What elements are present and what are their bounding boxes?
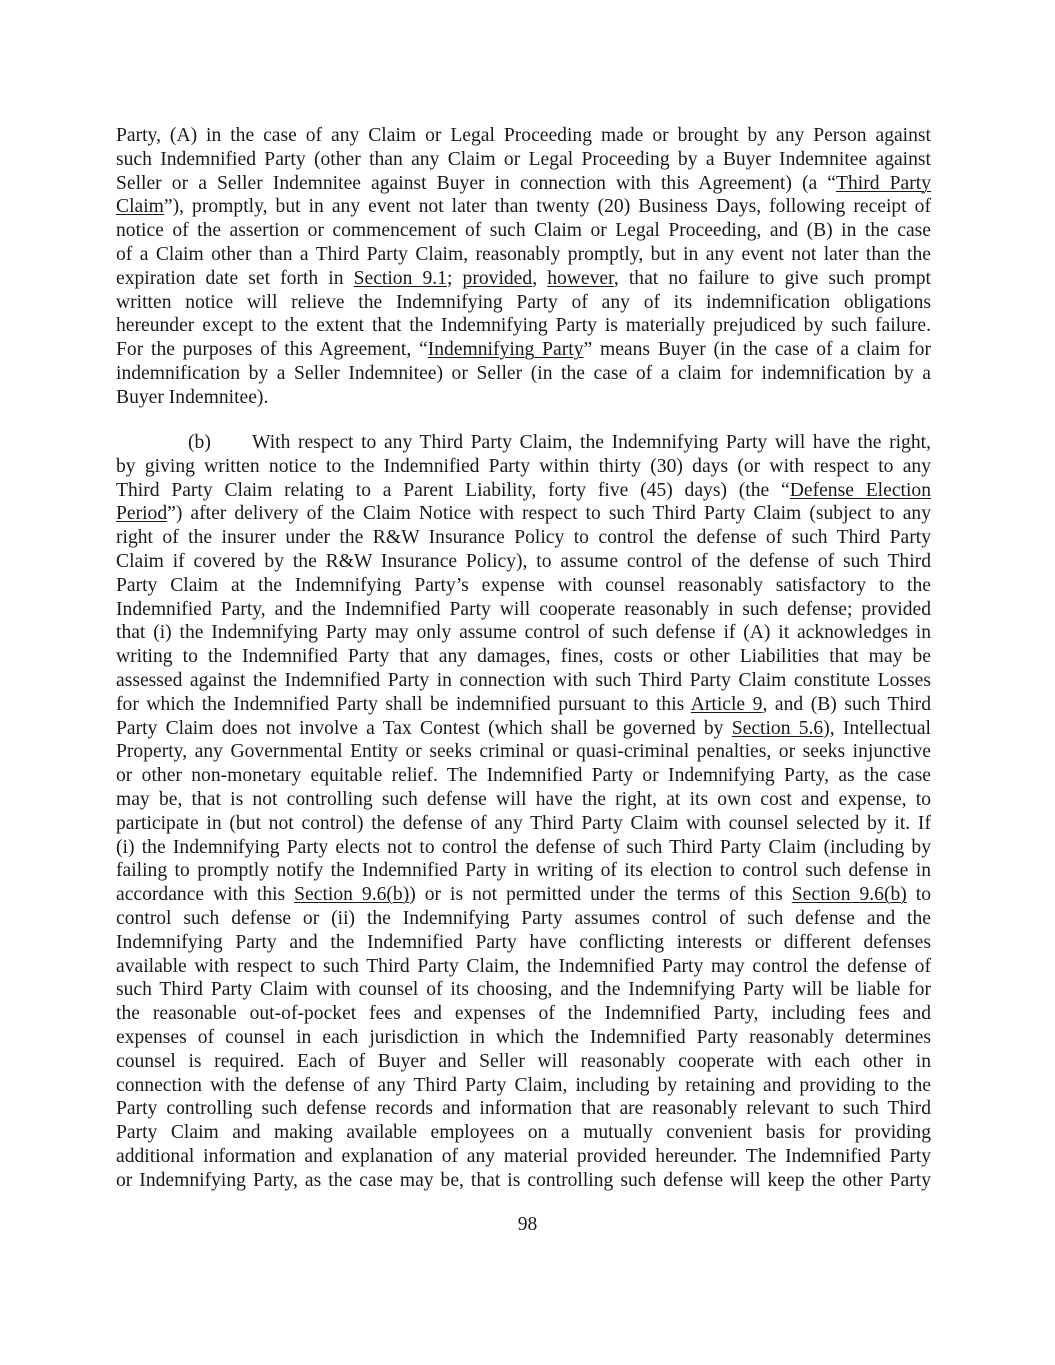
defined-term-reference: Defense Election — [789, 479, 931, 501]
text-run: such Third Party Claim with counsel of its choosing, and the Indemnifying Party will be liable for — [116, 979, 931, 1001]
text-run: ; — [446, 267, 463, 289]
text-run: Party controlling such defense records and information that are reasonably relevant to such Third — [116, 1098, 931, 1120]
text-run: counsel is required. Each of Buyer and Seller will reasonably cooperate with each other in — [116, 1050, 931, 1072]
defined-term-reference: however — [547, 267, 614, 289]
text-run: Property, any Governmental Entity or seeks criminal or quasi-criminal penalties, or seeks injunctive — [116, 741, 931, 763]
text-run: assessed against the Indemnified Party in connection with such Third Party Claim constitute Losses — [116, 669, 931, 691]
text-run: ” means Buyer (in the case of a claim for — [583, 339, 931, 361]
text-run: Indemnifying Party and the Indemnified Party have conflicting interests or different defenses — [116, 931, 931, 953]
text-line — [116, 740, 931, 764]
defined-term-reference: provided — [462, 267, 533, 289]
text-line — [116, 1145, 931, 1169]
text-run: Claim if covered by the R&W Insurance Policy), to assume control of the defense of such Third — [116, 550, 931, 572]
text-run: , — [532, 267, 548, 289]
text-line — [116, 621, 931, 645]
text-line — [116, 502, 931, 526]
text-line — [116, 124, 931, 148]
text-line — [116, 386, 931, 410]
text-line — [116, 788, 931, 812]
text-line — [116, 812, 931, 836]
text-line — [116, 955, 931, 979]
text-line — [116, 1002, 931, 1026]
text-run: For the purposes of this Agreement, “ — [116, 339, 428, 361]
text-run: Party, (A) in the case of any Claim or Legal Proceeding made or brought by any Person against — [116, 125, 931, 146]
paragraph-a-continued — [116, 124, 931, 410]
text-run: notice of the assertion or commencement of such Claim or Legal Proceeding, and (B) in the case — [116, 220, 931, 242]
text-line — [116, 598, 931, 622]
text-line — [116, 314, 931, 338]
text-run: additional information and explanation of any material provided hereunder. The Indemnified Party — [116, 1145, 931, 1167]
text-run: the reasonable out-of-pocket fees and expenses of the Indemnified Party, including fees and — [116, 1003, 931, 1025]
text-run: for which the Indemnified Party shall be indemnified pursuant to this — [116, 693, 691, 715]
text-line — [116, 859, 931, 883]
defined-term-reference: Claim — [116, 196, 164, 218]
text-run: right of the insurer under the R&W Insurance Policy to control the defense of such Third Party — [116, 527, 931, 549]
text-run: of a Claim other than a Third Party Claim, reasonably promptly, but in any event not later than the — [116, 243, 931, 265]
text-line — [116, 1097, 931, 1121]
text-run: ”) after delivery of the Claim Notice with respect to such Third Party Claim (subject to any — [167, 503, 931, 525]
text-line — [116, 693, 931, 717]
defined-term-reference: Article 9 — [690, 693, 763, 715]
text-run: Third Party Claim relating to a Parent Liability, forty five (45) days) (the “ — [116, 479, 790, 501]
text-line — [116, 669, 931, 693]
text-run: Indemnified Party, and the Indemnified Party will cooperate reasonably in such defense; provided — [116, 598, 931, 620]
defined-term-reference: Section 9.1 — [353, 267, 447, 289]
text-run: available with respect to such Third Party Claim, the Indemnified Party may control the defense of — [116, 955, 931, 977]
text-line — [116, 195, 931, 219]
text-run: writing to the Indemnified Party that any damages, fines, costs or other Liabilities that may be — [116, 646, 931, 668]
text-run: to — [906, 884, 931, 906]
paragraph-b — [116, 431, 931, 1193]
text-run: such Indemnified Party (other than any Claim or Legal Proceeding by a Buyer Indemnitee against — [116, 148, 931, 170]
text-line — [116, 291, 931, 315]
text-run: expenses of counsel in each jurisdiction in which the Indemnified Party reasonably determines — [116, 1026, 931, 1048]
text-run: that (i) the Indemnifying Party may only assume control of such defense if (A) it acknowledges in — [116, 622, 931, 644]
text-run: hereunder except to the extent that the Indemnifying Party is materially prejudiced by such failure. — [116, 315, 931, 337]
text-run: participate in (but not control) the defense of any Third Party Claim with counsel selected by it. If — [116, 812, 931, 834]
text-line — [116, 455, 931, 479]
text-line — [116, 978, 931, 1002]
text-line — [116, 243, 931, 267]
text-run: ), Intellectual — [823, 717, 931, 739]
text-line — [116, 550, 931, 574]
text-run: indemnification by a Seller Indemnitee) or Seller (in the case of a claim for indemnification by a — [116, 362, 931, 384]
text-line — [116, 645, 931, 669]
text-line — [116, 1026, 931, 1050]
text-run: or other non-monetary equitable relief. The Indemnified Party or Indemnifying Party, as the case — [116, 765, 931, 787]
defined-term-reference: Section 5.6 — [731, 717, 824, 739]
text-run: (i) the Indemnifying Party elects not to control the defense of such Third Party Claim (including by — [116, 836, 931, 858]
text-line — [116, 764, 931, 788]
text-line — [116, 1074, 931, 1098]
text-line — [116, 574, 931, 598]
text-run: accordance with this — [116, 884, 295, 906]
text-line — [116, 338, 931, 362]
text-run: , and (B) such Third — [762, 693, 931, 715]
defined-term-reference: Period — [116, 503, 168, 525]
text-line — [116, 717, 931, 741]
text-run: connection with the defense of any Third Party Claim, including by retaining and providing to the — [116, 1074, 931, 1096]
text-run: by giving written notice to the Indemnified Party within thirty (30) days (or with respect to any — [116, 455, 931, 477]
text-run: Buyer Indemnitee). — [116, 386, 269, 408]
text-run: Party Claim and making available employees on a mutually convenient basis for providing — [116, 1122, 931, 1144]
page-number: 98 — [517, 1214, 538, 1235]
text-run: or Indemnifying Party, as the case may be, that is controlling such defense will keep the other Party — [116, 1169, 931, 1191]
text-run: ) or is not permitted under the terms of this — [409, 884, 792, 906]
text-line — [116, 526, 931, 550]
text-line — [116, 1121, 931, 1145]
text-line — [116, 836, 931, 860]
text-run: control such defense or (ii) the Indemnifying Party assumes control of such defense and the — [116, 907, 931, 929]
text-run: , that no failure to give such prompt — [613, 267, 931, 289]
defined-term-reference: Section 9.6(b) — [791, 884, 907, 906]
text-run: failing to promptly notify the Indemnified Party in writing of its election to control such defense in — [116, 860, 931, 882]
text-run: Seller or a Seller Indemnitee against Buyer in connection with this Agreement) (a “ — [116, 172, 836, 194]
text-run: expiration date set forth in — [116, 267, 354, 289]
defined-term-reference: Section 9.6(b) — [294, 884, 410, 906]
text-line — [116, 931, 931, 955]
text-line — [116, 148, 931, 172]
text-line — [116, 172, 931, 196]
text-line — [116, 219, 931, 243]
defined-term-reference: Third Party — [836, 172, 931, 194]
text-line — [116, 362, 931, 386]
text-line — [116, 1169, 931, 1193]
text-run: may be, that is not controlling such defense will have the right, at its own cost and expense, to — [116, 788, 931, 810]
text-run: With respect to any Third Party Claim, the Indemnifying Party will have the right, — [252, 432, 931, 453]
text-run: Party Claim does not involve a Tax Contest (which shall be governed by — [116, 717, 732, 739]
text-line — [116, 1050, 931, 1074]
text-run: Party Claim at the Indemnifying Party’s expense with counsel reasonably satisfactory to the — [116, 574, 931, 596]
text-line — [116, 907, 931, 931]
section-label: (b) — [188, 432, 211, 453]
text-line — [116, 431, 931, 455]
defined-term-reference: Indemnifying Party — [427, 339, 584, 361]
text-line — [116, 883, 931, 907]
text-run: ”), promptly, but in any event not later than twenty (20) Business Days, following receipt of — [163, 196, 931, 218]
text-line — [116, 479, 931, 503]
text-run: written notice will relieve the Indemnifying Party of any of its indemnification obligations — [116, 291, 931, 313]
text-line — [116, 267, 931, 291]
